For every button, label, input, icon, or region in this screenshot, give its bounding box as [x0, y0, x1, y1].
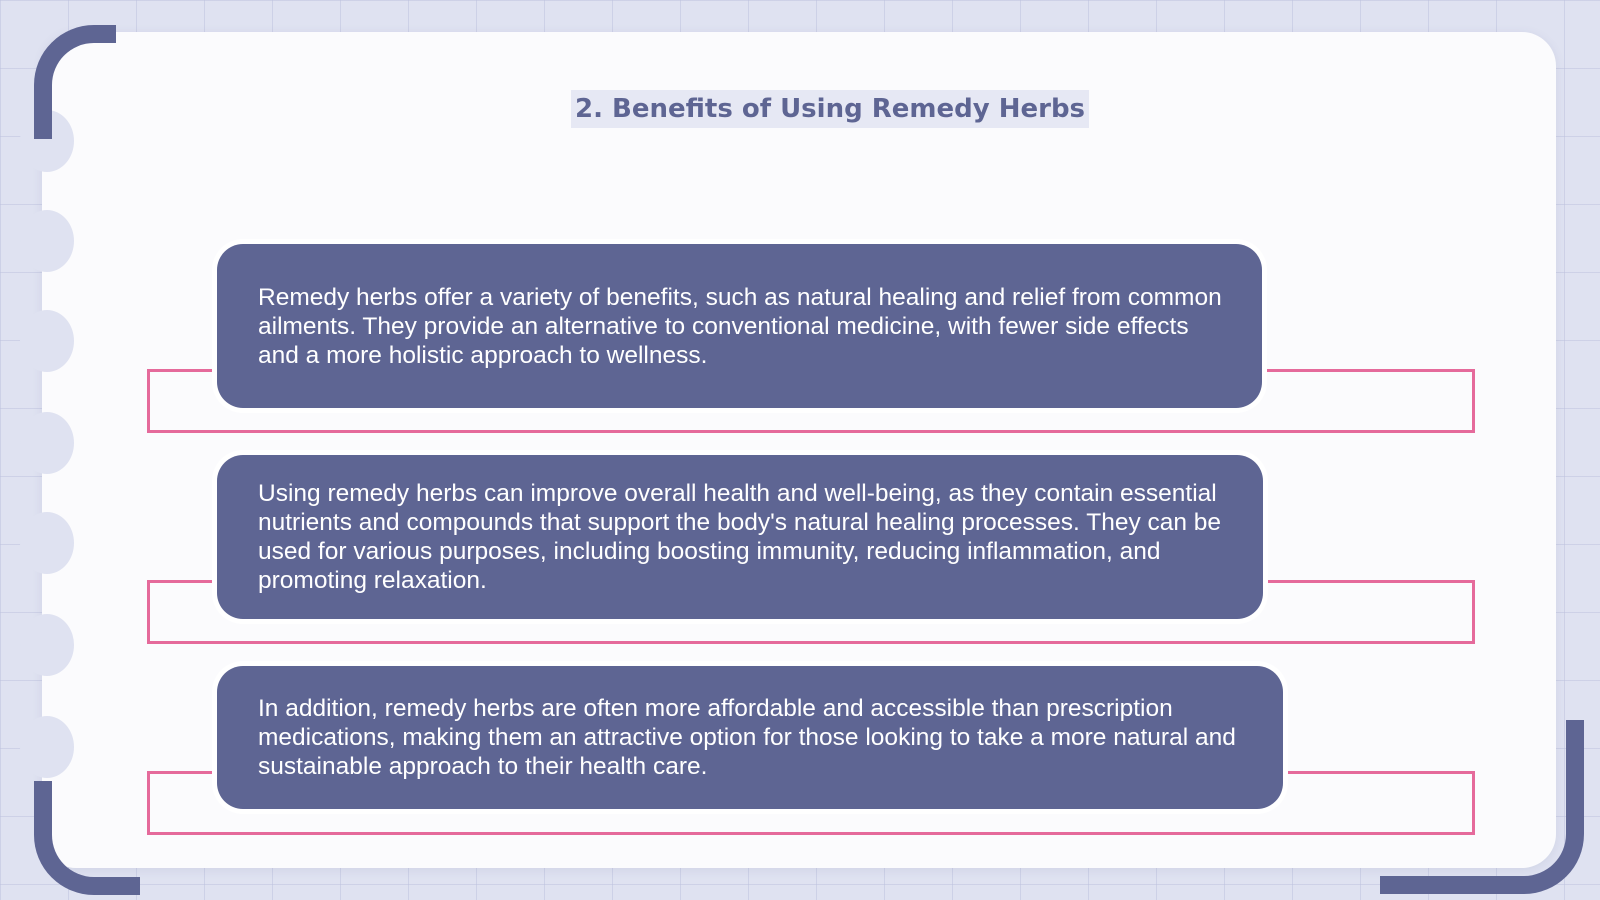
benefit-card-3 [217, 666, 1283, 809]
benefit-card-text: In addition, remedy herbs are often more affordable and accessible than prescription medications, making them an attractive option for those looking to take a more natural and sustainable approach to their health care. [258, 695, 1236, 780]
paper-edge-notch [20, 614, 74, 676]
benefit-card-text: Remedy herbs offer a variety of benefits, such as natural healing and relief from common ailments. They provide an alternative to conventional medicine, with fewer side effects and a more holistic approach to wellness. [258, 283, 1222, 369]
paper-edge-notch [20, 716, 74, 778]
benefit-card-1 [217, 244, 1262, 408]
paper-edge-notch [20, 310, 74, 372]
corner-bracket-top-left [34, 25, 116, 139]
benefit-card-2 [217, 455, 1263, 619]
paper-edge-notch [20, 210, 74, 272]
paper-edge-notch [20, 412, 74, 474]
benefit-card-text: Using remedy herbs can improve overall health and well-being, as they contain essential nutrients and compounds that support the body's natural healing processes. They can be used for various purposes, including boosting immunity, reducing inflammation, and promoting relaxation. [258, 480, 1222, 594]
slide-title: 2. Benefits of Using Remedy Herbs [571, 90, 1089, 128]
corner-bracket-bottom-left [34, 781, 140, 895]
paper-edge-notch [20, 512, 74, 574]
